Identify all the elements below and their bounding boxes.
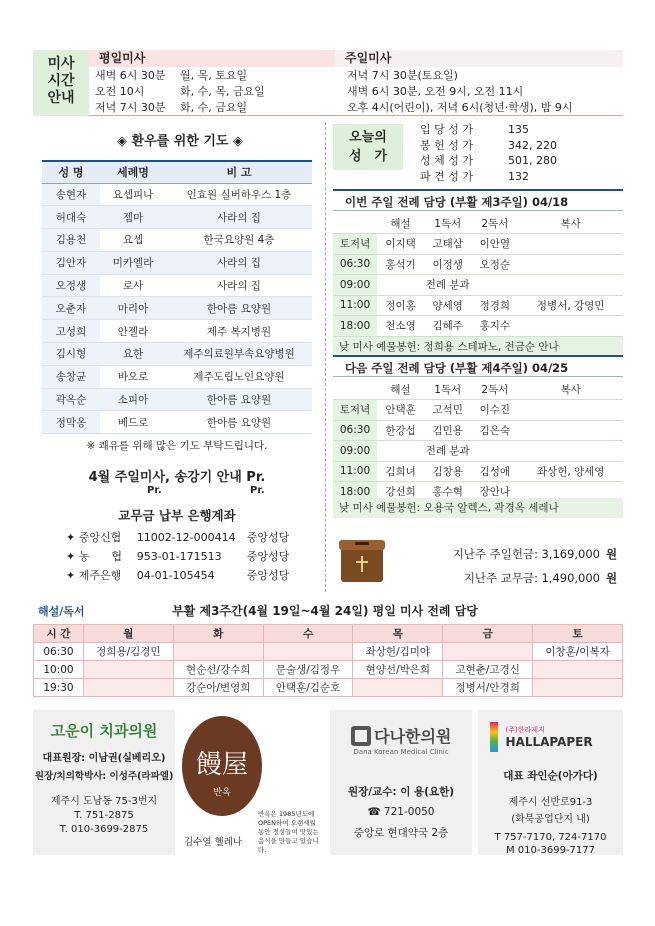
table-cell: 사라의 집: [166, 206, 312, 229]
table-row: [42, 320, 312, 343]
dana-logo-icon: [351, 726, 371, 746]
table-header-row: [42, 161, 312, 183]
column-header: 해설: [377, 213, 424, 234]
table-cell: 정막옹: [42, 411, 100, 434]
notice-sub: Pr.: [147, 485, 162, 496]
table-cell: 오정생: [42, 274, 100, 297]
table-cell: 안택훈/김순호: [263, 679, 353, 697]
table-cell: 요한: [100, 343, 166, 366]
table-cell: [353, 679, 443, 697]
time-cell: 10:00: [34, 661, 84, 679]
column-header: 금: [443, 625, 533, 643]
dana-director: 원장/교수: 이 용(요한): [347, 786, 455, 798]
table-cell: 한아름 요양원: [166, 411, 312, 434]
table-row: [333, 295, 623, 316]
weekday-mass-title: 평일미사: [99, 51, 146, 65]
time-cell: 18:00: [333, 482, 377, 503]
table-cell: 로사: [100, 274, 166, 297]
weekday-sched-table: [33, 624, 623, 697]
time-cell: 11:00: [333, 461, 377, 482]
table-cell: 강선희: [377, 482, 424, 503]
table-cell: 제주의료원부속요양병원: [166, 343, 312, 366]
notice-sub: Pr.: [250, 485, 265, 496]
weekday-mass-row: [95, 100, 335, 116]
bank-account: 953-01-171513: [136, 550, 222, 563]
table-row: [333, 400, 623, 421]
table-cell: 김희녀: [377, 461, 424, 482]
table-row: [42, 229, 312, 252]
table-cell: 안택훈: [377, 400, 424, 421]
table-row: [34, 643, 623, 661]
bank-holder: 중앙성당: [246, 550, 290, 563]
table-cell: 김창용: [424, 461, 471, 482]
column-header: 1독서: [424, 379, 471, 400]
weekday-sched-title: 부활 제3주간(4월 19일~4월 24일) 평일 미사 전례 담당: [172, 604, 478, 618]
table-cell: 김민용: [424, 420, 471, 441]
time-cell: 18:00: [333, 316, 377, 337]
halla-logo-text: [506, 725, 593, 749]
table-cell: [263, 643, 353, 661]
dana-subtitle: Dana Korean Medical Clinic: [353, 748, 449, 756]
mass-days: 월, 목, 토요일: [180, 69, 248, 82]
weekday-mass-header: [89, 50, 335, 67]
halla-logo: [490, 722, 623, 752]
table-cell: 양세영: [424, 295, 471, 316]
time-cell: 06:30: [333, 420, 377, 441]
time-cell: 토저녁: [333, 400, 377, 421]
table-cell: 홍수혁: [424, 482, 471, 503]
bank-account: 04-01-105454: [136, 569, 215, 582]
table-cell: [518, 234, 623, 255]
table-cell: 천소영: [377, 316, 424, 337]
offering-unit: 원: [606, 547, 618, 561]
column-header: 2독서: [471, 213, 518, 234]
time-cell: 토저녁: [333, 234, 377, 255]
column-header: 비 고: [166, 161, 312, 183]
table-row: [42, 183, 312, 206]
column-header: 시 간: [34, 625, 84, 643]
column-header: 2독서: [471, 379, 518, 400]
table-cell: 장안나: [471, 482, 518, 503]
table-row: [42, 251, 312, 274]
table-cell: 김안자: [42, 251, 100, 274]
today-label-line: 오늘의: [349, 130, 387, 145]
dana-address: 중앙로 현대약국 2층: [353, 827, 449, 839]
table-cell: 한아름 요양원: [166, 297, 312, 320]
bank-holder: 중앙성당: [246, 531, 290, 544]
table-cell: 오춘자: [42, 297, 100, 320]
bank-name: 제주은행: [78, 569, 122, 582]
banok-owner: 김수열 헬레나: [184, 837, 243, 848]
halla-logo-icon: [490, 722, 498, 752]
table-row: [34, 679, 623, 697]
weekday-mass-row: [95, 84, 335, 100]
table-cell: 이정생: [424, 254, 471, 275]
diamond-icon: ✦: [66, 531, 79, 544]
banok-ad: [178, 710, 326, 855]
dental-address: 제주시 도남동 75-3번지: [50, 796, 158, 807]
mass-label-line: 시간: [47, 73, 75, 89]
notice-title: 4월 주일미사, 송강기 안내 Pr.: [88, 470, 266, 485]
sunday-mass-header: [335, 50, 623, 67]
next-week-title: 다음 주일 전례 담당 (부활 제4주일) 04/25: [333, 355, 623, 377]
table-cell: 정이홍: [377, 295, 424, 316]
offering-label: 지난주 교무금:: [463, 571, 538, 585]
diamond-icon: ✦: [66, 550, 79, 563]
dental-director: 대표원장: 이남권(실베리오): [42, 753, 166, 764]
column-header: 복사: [518, 213, 623, 234]
prayer-note: ※ 쾌유를 위해 많은 기도 부탁드립니다.: [86, 440, 268, 452]
offering-box-icon: [337, 532, 387, 584]
column-divider: [325, 122, 326, 592]
table-cell: 고성희: [42, 320, 100, 343]
table-cell: 문술생/김정우: [263, 661, 353, 679]
halla-mobile: M 010-3699-7177: [505, 845, 595, 856]
column-header: 목: [353, 625, 443, 643]
halla-address: 제주시 선반로91-3: [508, 797, 593, 808]
table-cell: 전례 분과: [377, 275, 518, 296]
time-cell: 11:00: [333, 295, 377, 316]
table-row: [34, 661, 623, 679]
banok-logo: [182, 716, 262, 816]
table-cell: [533, 679, 623, 697]
bank-row: [66, 528, 316, 547]
prayer-title: ◈ 환우를 위한 기도 ◈: [116, 134, 243, 149]
sunday-mass-row: 새벽 6시 30분, 오전 9시, 오전 11시: [347, 85, 524, 98]
halla-address: (화북공업단지 내): [511, 814, 590, 825]
offering-unit: 원: [606, 571, 618, 585]
table-row: [333, 275, 623, 296]
table-cell: [533, 661, 623, 679]
offering-amount: 1,490,000: [541, 571, 600, 585]
table-cell: 한강섭: [377, 420, 424, 441]
table-row: [333, 441, 623, 462]
halla-phone: T 757-7170, 724-7170: [494, 832, 607, 843]
table-cell: 정병서/안경희: [443, 679, 533, 697]
table-row: [42, 388, 312, 411]
table-cell: 이수진: [471, 400, 518, 421]
weekday-side-label: 해설/독서: [38, 605, 85, 618]
table-cell: 젬마: [100, 206, 166, 229]
bank-name: 중앙신협: [78, 531, 122, 544]
halla-representative: 대표 좌인순(아가다): [503, 770, 598, 782]
mass-label-line: 미사: [47, 56, 75, 72]
dental-name: 고운이 치과의원: [50, 722, 158, 740]
table-cell: 한국요양원 4층: [166, 229, 312, 252]
hymn-row: [420, 122, 557, 138]
table-cell: 오정순: [471, 254, 518, 275]
sunday-mass-list: [347, 68, 623, 116]
next-week-offering-note: 낮 미사 예물봉헌: 오용국 알렉스, 곽경옥 세레나: [333, 498, 623, 518]
halla-corp: (주)한라제지: [505, 726, 545, 734]
bank-row: [66, 547, 316, 566]
table-row: [42, 411, 312, 434]
table-cell: 이창훈/이복자: [533, 643, 623, 661]
column-header: 월: [83, 625, 173, 643]
mass-time: 저녁 7시 30분: [95, 101, 166, 114]
halla-name: HALLAPAPER: [505, 735, 593, 749]
table-cell: 김용천: [42, 229, 100, 252]
table-cell: [518, 275, 623, 296]
this-week-table: [333, 213, 623, 337]
sunday-mass-row: 오후 4시(어린이), 저녁 6시(청년·학생), 밤 9시: [347, 101, 573, 114]
hymn-row: [420, 153, 557, 169]
table-cell: 강순아/변영희: [173, 679, 263, 697]
table-cell: 전례 분과: [377, 441, 518, 462]
table-cell: 김시형: [42, 343, 100, 366]
offering-row: [410, 542, 625, 566]
table-cell: 한아름 요양원: [166, 388, 312, 411]
mass-time: 오전 10시: [95, 85, 145, 98]
column-header: 1독서: [424, 213, 471, 234]
table-row: [42, 274, 312, 297]
table-cell: [83, 661, 173, 679]
dental-phone: T. 751-2875: [74, 810, 134, 821]
dental-ad: [33, 710, 175, 855]
table-cell: 곽옥순: [42, 388, 100, 411]
time-cell: 19:30: [34, 679, 84, 697]
table-cell: 미카엘라: [100, 251, 166, 274]
table-cell: 정병서, 강영민: [518, 295, 623, 316]
column-header: 토: [533, 625, 623, 643]
hymn-number: 132: [508, 169, 529, 183]
offering-label: 지난주 주일헌금:: [452, 547, 538, 561]
offering-amount: 3,169,000: [541, 547, 600, 561]
table-cell: 제주도립노인요양원: [166, 365, 312, 388]
table-row: [333, 234, 623, 255]
table-cell: [518, 400, 623, 421]
table-cell: 요셉: [100, 229, 166, 252]
bank-account: 11002-12-000414: [136, 531, 236, 544]
diamond-icon: ✦: [66, 569, 79, 582]
table-cell: [518, 254, 623, 275]
table-cell: 인효원 실버하우스 1층: [166, 183, 312, 206]
column-header: [333, 379, 377, 400]
table-cell: 좌상헌/김미야: [353, 643, 443, 661]
table-cell: 고현춘/고경신: [443, 661, 533, 679]
table-cell: 정경희: [471, 295, 518, 316]
table-cell: 송창균: [42, 365, 100, 388]
dana-name: 다나한의원: [374, 727, 452, 746]
dana-ad: [330, 710, 472, 855]
banok-logo-text: 饅屋: [195, 750, 248, 780]
weekday-mass-row: [95, 68, 335, 84]
dental-mobile: T. 010-3699-2875: [59, 824, 149, 835]
time-cell: 06:30: [333, 254, 377, 275]
table-cell: 바오로: [100, 365, 166, 388]
mass-days: 화, 수, 목, 금요일: [180, 85, 265, 98]
table-cell: 이안열: [471, 234, 518, 255]
time-cell: 09:00: [333, 275, 377, 296]
today-hymn-label: [333, 124, 403, 170]
dental-director: 원장/치의학박사: 이성주(라파엘): [34, 771, 174, 782]
table-cell: 홍지수: [471, 316, 518, 337]
halla-ad: [478, 710, 623, 855]
table-row: [333, 461, 623, 482]
dana-logo: [330, 724, 472, 747]
hymn-row: [420, 169, 557, 185]
column-header: 화: [173, 625, 263, 643]
hymn-row: [420, 138, 557, 154]
table-cell: [518, 420, 623, 441]
sunday-mass-row: 저녁 7시 30분(토요일): [347, 69, 458, 82]
banok-description: 반옥은 1985년도에 OPEN하여 오랜세월 동안 정성들여 맛있는 음식을 만들고 있습니다.: [258, 810, 319, 854]
hymn-name: 성 체 성 가: [420, 154, 473, 167]
time-cell: 09:00: [333, 441, 377, 462]
table-header-row: [333, 213, 623, 234]
table-cell: 허대숙: [42, 206, 100, 229]
table-cell: 이지택: [377, 234, 424, 255]
today-label-line: 성 가: [348, 149, 388, 164]
hymn-number: 135: [508, 123, 529, 136]
table-cell: [518, 441, 623, 462]
table-cell: 제주 복지병원: [166, 320, 312, 343]
table-cell: 좌상헌, 양세영: [518, 461, 623, 482]
table-cell: 사라의 집: [166, 274, 312, 297]
table-cell: 홍석기: [377, 254, 424, 275]
mass-times-label: [33, 50, 89, 116]
table-cell: 김은숙: [471, 420, 518, 441]
table-cell: 정희용/김경민: [83, 643, 173, 661]
table-cell: 소피아: [100, 388, 166, 411]
table-cell: 송현자: [42, 183, 100, 206]
table-row: [333, 254, 623, 275]
hymn-name: 봉 헌 성 가: [420, 138, 473, 152]
this-week-offering-note: 낮 미사 예물봉헌: 정희용 스테파노, 전금순 안나: [333, 337, 623, 357]
column-header: [333, 213, 377, 234]
table-cell: 베드로: [100, 411, 166, 434]
mass-days: 화, 수, 금요일: [180, 101, 248, 114]
offering-list: [410, 542, 625, 590]
table-row: [42, 343, 312, 366]
bank-list: [66, 528, 316, 585]
weekday-mass-list: [95, 68, 335, 116]
column-header: 해설: [377, 379, 424, 400]
time-cell: 06:30: [34, 643, 84, 661]
sunday-mass-title: 주일미사: [345, 51, 392, 65]
table-cell: 현양선/박은희: [353, 661, 443, 679]
bank-name: 농 협: [78, 550, 122, 563]
table-row: [42, 365, 312, 388]
banok-logo-sub: 반옥: [213, 788, 231, 798]
table-cell: 사라의 집: [166, 251, 312, 274]
table-cell: 김혜주: [424, 316, 471, 337]
table-cell: 요셉피나: [100, 183, 166, 206]
bank-holder: 중앙성당: [246, 569, 290, 582]
table-cell: [443, 643, 533, 661]
table-cell: 마리아: [100, 297, 166, 320]
table-cell: 안젤라: [100, 320, 166, 343]
next-week-table: [333, 379, 623, 503]
hymn-name: 입 당 성 가: [420, 123, 473, 136]
mass-label-line: 안내: [47, 90, 75, 106]
bank-row: [66, 566, 316, 585]
this-week-title: 이번 주일 전례 담당 (부활 제3주일) 04/18: [333, 189, 623, 211]
hymn-list: [420, 122, 557, 184]
table-row: [42, 297, 312, 320]
bank-title: 교무금 납부 은행계좌: [118, 508, 236, 523]
hymn-number: 342, 220: [508, 138, 557, 152]
column-header: 세례명: [100, 161, 166, 183]
table-header-row: [34, 625, 623, 643]
table-row: [333, 420, 623, 441]
table-cell: [83, 679, 173, 697]
column-header: 복사: [518, 379, 623, 400]
table-cell: 고석민: [424, 400, 471, 421]
table-cell: 김성애: [471, 461, 518, 482]
column-header: 수: [263, 625, 353, 643]
hymn-name: 파 견 성 가: [420, 169, 473, 183]
table-row: [333, 316, 623, 337]
hymn-number: 501, 280: [508, 154, 557, 167]
prayer-table: [42, 160, 312, 434]
table-cell: [173, 643, 263, 661]
mass-time: 새벽 6시 30분: [95, 69, 166, 82]
table-cell: 고태삼: [424, 234, 471, 255]
offering-row: [410, 566, 625, 590]
table-cell: 현순선/강수희: [173, 661, 263, 679]
column-header: 성 명: [42, 161, 100, 183]
dana-phone: ☎ 721-0050: [367, 806, 435, 818]
table-cell: [518, 316, 623, 337]
table-row: [42, 206, 312, 229]
table-header-row: [333, 379, 623, 400]
